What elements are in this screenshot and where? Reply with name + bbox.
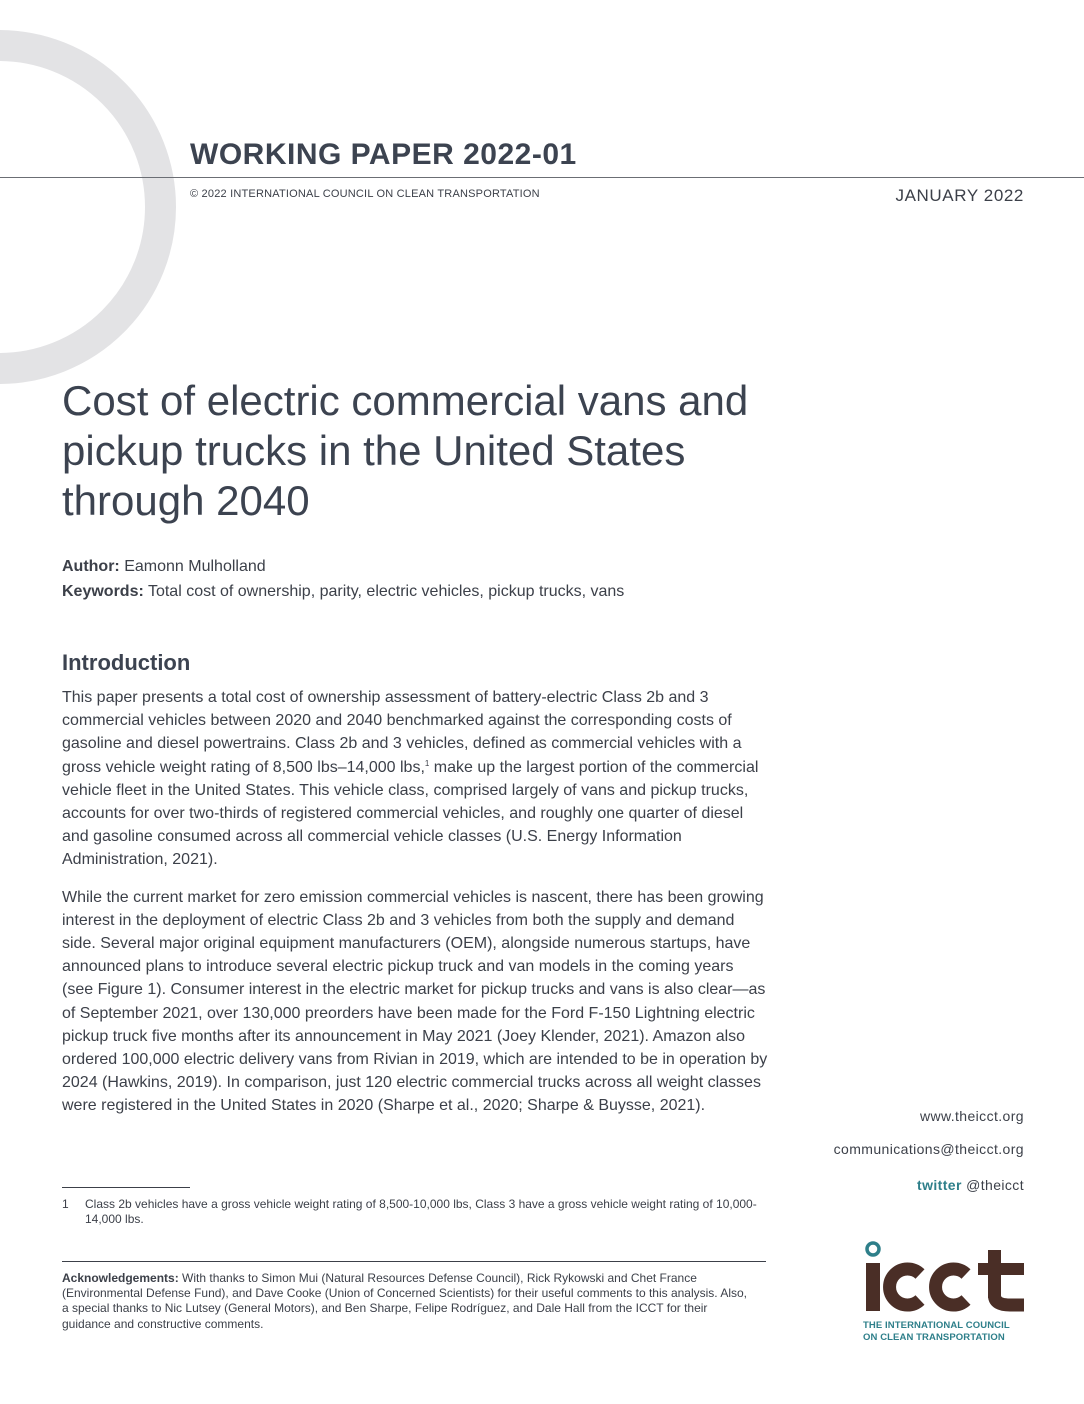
logo-tagline-line-2: ON CLEAN TRANSPORTATION	[863, 1332, 1005, 1343]
twitter-label: twitter	[917, 1177, 962, 1193]
document-title: Cost of electric commercial vans and pickup trucks in the United States through 2040	[62, 377, 749, 524]
acknowledgements-divider	[62, 1261, 766, 1262]
paragraph-1-part-b: make up the largest portion of the commercial vehicle fleet in the United States. This vehicle class, comprised largely of vans and pickup trucks, accounts for over two-thirds of registered commercial vehicles, and roughly one quarter of diesel and gasoline consumed across all commercial vehicle classes (U.S. Energy Information Administration, 2021).	[62, 758, 759, 869]
paragraph-1-part-a: This paper presents a total cost of ownership assessment of battery-electric Class 2b and 3 commercial vehicles between 2020 and 2040 benchmarked against the corresponding costs of gasoline and diesel powertrains. Class 2b and 3 vehicles, defined as commercial vehicles with a gross vehicle weight rating of 8,500 lbs–14,000 lbs,	[62, 689, 742, 776]
keywords-value: Total cost of ownership, parity, electric vehicles, pickup trucks, vans	[147, 583, 625, 600]
footnote-number: 1	[62, 1197, 69, 1211]
publication-date: JANUARY 2022	[895, 186, 1024, 205]
icct-logo	[862, 1240, 1028, 1346]
document-meta	[62, 554, 624, 604]
twitter-handle: @theicct	[961, 1177, 1024, 1193]
acknowledgements-label: Acknowledgements:	[62, 1271, 179, 1285]
author-label: Author:	[62, 558, 120, 575]
paragraph-2: While the current market for zero emission commercial vehicles is nascent, there has been growing interest in the deployment of electric Class 2b and 3 vehicles from both the supply and demand side. Several major original equipment manufacturers (OEM), alongside numerous startups, have announced plans to introduce several electric pickup truck and van models in the coming years (see Figure 1). Consumer interest in the electric market for pickup trucks and vans is also clear—as of September 2021, over 130,000 preorders have been made for the Ford F-150 Lightning electric pickup truck five months after its announcement in May 2021 (Joey Klender, 2021). Amazon also ordered 100,000 electric delivery vans from Rivian in 2019, which are intended to be in operation by 2024 (Hawkins, 2019). In comparison, just 120 electric commercial trucks across all weight classes were registered in the United States in 2020 (Sharpe et al., 2020; Sharpe & Buysse, 2021).	[62, 888, 768, 1115]
keywords-line	[62, 579, 624, 604]
email-link[interactable]: communications@theicct.org	[833, 1141, 1024, 1157]
paragraph-1	[62, 686, 768, 872]
twitter-link[interactable]	[917, 1177, 1024, 1193]
footnote-ref-1[interactable]: 1	[424, 758, 430, 768]
footnote-divider	[62, 1187, 190, 1188]
author-line	[62, 554, 624, 579]
acknowledgements	[62, 1271, 752, 1332]
keywords-label: Keywords:	[62, 583, 144, 600]
logo-tagline-line-1: THE INTERNATIONAL COUNCIL	[863, 1320, 1010, 1331]
decorative-arc	[0, 30, 176, 384]
introduction-body	[62, 686, 768, 1132]
section-heading-introduction: Introduction	[62, 650, 191, 675]
copyright-notice: © 2022 INTERNATIONAL COUNCIL ON CLEAN TRANSPORTATION	[190, 188, 540, 200]
acknowledgements-text: With thanks to Simon Mui (Natural Resources Defense Council), Rick Rykowski and Chet France (Environmental Defense Fund), and Dave Cooke (Union of Concerned Scientists) for their useful comments to this analysis. Also, a special thanks to Nic Lutsey (General Motors), and Ben Sharpe, Felipe Rodríguez, and Dale Hall from the ICCT for their guidance and constructive comments.	[62, 1271, 747, 1331]
footnote-1	[62, 1197, 768, 1227]
logo-tagline	[863, 1320, 1033, 1344]
website-link[interactable]: www.theicct.org	[919, 1108, 1024, 1124]
header-divider	[0, 177, 1084, 178]
icct-wordmark	[862, 1240, 1028, 1320]
footnote-text: Class 2b vehicles have a gross vehicle weight rating of 8,500-10,000 lbs, Class 3 have a gross vehicle weight rating of 10,000-14,000 lbs.	[85, 1197, 757, 1226]
author-name: Eamonn Mulholland	[124, 558, 266, 575]
series-label: WORKING PAPER 2022-01	[190, 138, 577, 171]
